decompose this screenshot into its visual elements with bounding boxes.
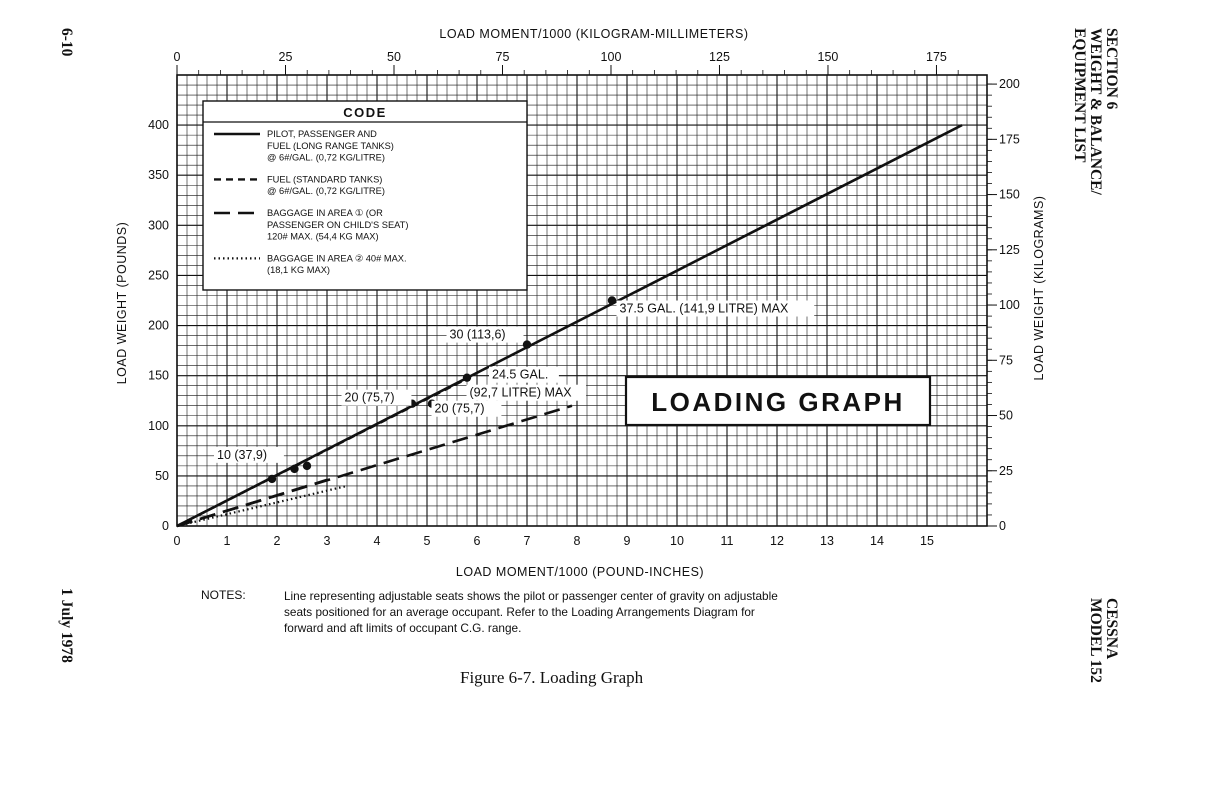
legend-entry-text: @ 6#/GAL. (0,72 KG/LITRE) [267, 152, 385, 163]
legend-entry-text: 120# MAX. (54,4 KG MAX) [267, 231, 379, 242]
section-line-3: EQUIPMENT LIST [1071, 28, 1088, 163]
notes-line: Line representing adjustable seats shows the pilot or passenger center of gravity on adjustable [284, 589, 778, 603]
x-axis-title: LOAD MOMENT/1000 (POUND-INCHES) [455, 565, 705, 579]
x2-tick-label: 150 [817, 50, 839, 64]
x-tick-label: 0 [173, 534, 181, 548]
x-tick-label: 5 [423, 534, 431, 548]
y-tick-label: 400 [148, 118, 169, 133]
legend-entry-text: BAGGAGE IN AREA ① (OR [267, 208, 383, 218]
y-tick-label: 250 [148, 268, 169, 283]
x2-tick-label: 100 [600, 50, 622, 64]
notes-line: forward and aft limits of occupant C.G. range. [284, 621, 522, 635]
y-tick-label: 150 [148, 368, 169, 383]
annotation-label: 20 (75,7) [434, 401, 485, 416]
x-tick-label: 7 [523, 534, 531, 548]
data-point [303, 462, 311, 470]
data-point [608, 296, 616, 304]
page-number: 6-10 [58, 28, 75, 57]
data-point [268, 475, 276, 483]
x-tick-label: 4 [373, 534, 381, 548]
x-tick-label: 14 [870, 534, 884, 548]
legend-box [203, 101, 527, 290]
annotation-label: 24.5 GAL. [492, 367, 549, 382]
legend-entry-text: FUEL (STANDARD TANKS) [267, 174, 383, 185]
model-line-2: MODEL 152 [1087, 598, 1104, 683]
page-date: 1 July 1978 [58, 588, 75, 663]
section-line-2: WEIGHT & BALANCE/ [1087, 28, 1104, 195]
x2-axis-title: LOAD MOMENT/1000 (KILOGRAM-MILLIMETERS) [439, 27, 749, 41]
y2-tick-label: 200 [999, 77, 1020, 92]
data-point [463, 373, 471, 381]
y2-tick-label: 100 [999, 298, 1020, 313]
x-tick-label: 9 [623, 534, 631, 548]
x-tick-label: 1 [223, 534, 231, 548]
legend-entry-text: BAGGAGE IN AREA ② 40# MAX. [267, 253, 407, 264]
notes-text [284, 588, 924, 636]
x2-tick-label: 25 [278, 50, 293, 64]
annotation-label: 10 (37,9) [217, 447, 268, 462]
annotation-label: (92,7 LITRE) MAX [469, 385, 572, 400]
y2-tick-label: 50 [999, 408, 1013, 423]
legend-entry-text: (18,1 KG MAX) [267, 265, 331, 276]
y2-axis-title: LOAD WEIGHT (KILOGRAMS) [1032, 195, 1046, 381]
x-tick-label: 3 [323, 534, 331, 548]
y2-tick-label: 25 [999, 463, 1013, 478]
x-tick-label: 2 [273, 534, 281, 548]
annotation-label: 20 (75,7) [344, 390, 395, 405]
notes-label: NOTES: [201, 588, 246, 602]
y-tick-label: 200 [148, 318, 169, 333]
legend-entry-text: FUEL (LONG RANGE TANKS) [267, 140, 394, 151]
chart-title-box [626, 377, 930, 425]
figure-caption: Figure 6-7. Loading Graph [460, 668, 644, 687]
model-line-1: CESSNA [1103, 598, 1120, 660]
y2-tick-label: 150 [999, 187, 1020, 202]
legend-entry-text: @ 6#/GAL. (0,72 KG/LITRE) [267, 186, 385, 197]
y-tick-label: 100 [148, 418, 169, 433]
chart-title: LOADING GRAPH [651, 387, 905, 417]
y-axis-title: LOAD WEIGHT (POUNDS) [115, 221, 129, 385]
legend-title: CODE [343, 105, 387, 120]
x2-tick-label: 75 [495, 50, 510, 64]
x2-tick-label: 50 [387, 50, 401, 64]
y2-tick-label: 0 [999, 519, 1006, 533]
x-tick-label: 15 [920, 534, 934, 548]
x-tick-label: 11 [720, 534, 734, 548]
x2-tick-label: 175 [926, 50, 947, 64]
x-tick-label: 13 [820, 534, 834, 548]
x-tick-label: 6 [473, 534, 481, 548]
y-tick-label: 300 [148, 218, 169, 233]
annotation-label: 30 (113,6) [449, 327, 506, 342]
x2-tick-label: 0 [173, 50, 181, 64]
y2-tick-label: 125 [999, 242, 1020, 257]
legend-entry-text: PILOT, PASSENGER AND [267, 129, 377, 139]
annotation-label: 37.5 GAL. (141,9 LITRE) MAX [619, 301, 789, 316]
section-line-1: SECTION 6 [1103, 28, 1120, 110]
x-tick-label: 8 [573, 534, 581, 548]
notes-line: seats positioned for an average occupant. Refer to the Loading Arrangements Diagram for [284, 605, 755, 619]
y2-tick-label: 75 [999, 353, 1013, 368]
legend-entry-text: PASSENGER ON CHILD'S SEAT) [267, 219, 409, 230]
data-point [523, 340, 531, 348]
x2-tick-label: 125 [709, 50, 730, 64]
data-point [290, 465, 298, 473]
y-tick-label: 0 [162, 519, 169, 533]
y2-tick-label: 175 [999, 132, 1020, 147]
y-tick-label: 350 [148, 168, 169, 183]
x-tick-label: 12 [770, 534, 784, 548]
x-tick-label: 10 [670, 534, 684, 548]
y-tick-label: 50 [155, 468, 169, 483]
